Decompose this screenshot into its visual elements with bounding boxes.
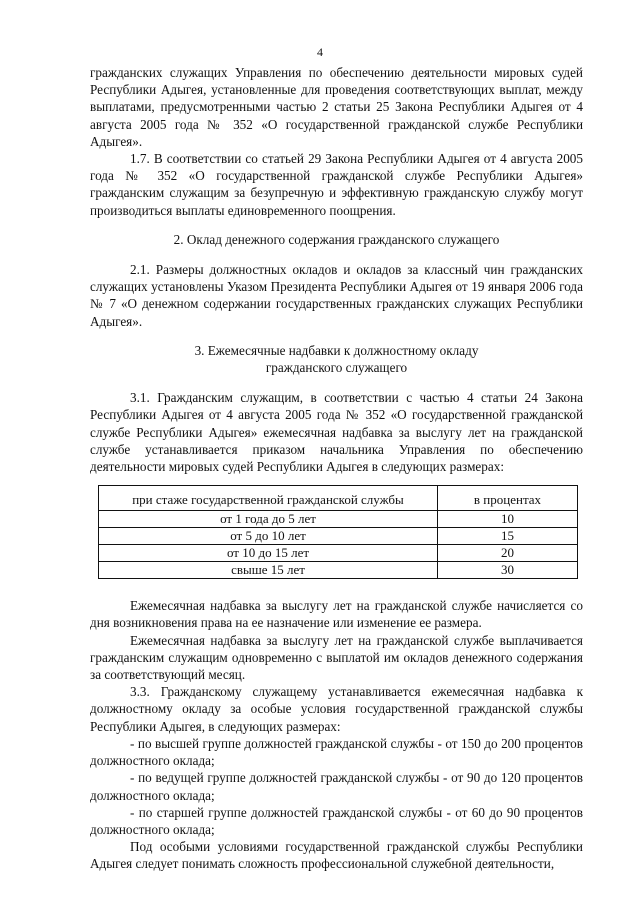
table-cell-percent: 20 [438,545,578,562]
table-cell-percent: 15 [438,528,578,545]
table-row [99,528,578,545]
table-cell-period: от 5 до 10 лет [99,528,438,545]
paragraph-1-7: 1.7. В соответствии со статьей 29 Закона Республики Адыгея от 4 августа 2005 года № 352 «О государственной гражданской службе Республики Адыгея» гражданским служащим за безупречную и эффективную гражданскую службу могут производиться выплаты единовременного поощрения. [90,151,583,218]
table-cell-percent: 30 [438,562,578,579]
table-cell-period: от 10 до 15 лет [99,545,438,562]
document-body [90,64,583,873]
paragraph-special-conditions: Под особыми условиями государственной гражданской службы Республики Адыгея следует понимать сложность профессиональной служебной деятельности, [90,839,583,872]
paragraph-3-1: 3.1. Гражданским служащим, в соответствии с частью 4 статьи 24 Закона Республики Адыгея от 4 августа 2005 года № 352 «О государственной гражданской службе Республики Адыгея» ежемесячная надбавка за выслугу лет на гражданской службе устанавливается приказом начальника Управления по обеспечению деятельности мировых судей Республики Адыгея в следующих размерах: [90,390,583,475]
table-header-percent: в процентах [438,486,578,511]
table-cell-period: свыше 15 лет [99,562,438,579]
section-3-heading-line2: гражданского служащего [265,360,408,376]
table-header-row [99,486,578,511]
table-cell-percent: 10 [438,511,578,528]
table-cell-period: от 1 года до 5 лет [99,511,438,528]
section-2-heading: 2. Оклад денежного содержания гражданского служащего [173,231,500,247]
paragraph-2-1: 2.1. Размеры должностных окладов и окладов за классный чин гражданских служащих установлены Указом Президента Республики Адыгея от 19 января 2006 года № 7 «О денежном содержании государственных гражданских служащих Республики Адыгея». [90,262,583,329]
section-3-heading [90,342,583,376]
page-number: 4 [317,45,323,59]
table-row [99,545,578,562]
paragraph-3-3: 3.3. Гражданскому служащему устанавливается ежемесячная надбавка к должностному окладу за особые условия государственной гражданской службы Республики Адыгея, в следующих размерах: [90,684,583,734]
paragraph-payment: Ежемесячная надбавка за выслугу лет на гражданской службе выплачивается гражданским служащим одновременно с выплатой им окладов денежного содержания за соответствующий месяц. [90,632,583,683]
paragraph-continued: гражданских служащих Управления по обеспечению деятельности мировых судей Республики Адыгея, установленные для проведения соответствующих выплат, между выплатами, предусмотренными частью 2 статьи 25 Закона Республики Адыгея от 4 августа 2005 года № 352 «О государственной гражданской службе Республики Адыгея». [90,65,583,149]
table-header-seniority: при стаже государственной гражданской службы [99,486,438,511]
table-row [99,511,578,528]
list-item: - по старшей группе должностей гражданской службы - от 60 до 90 процентов должностного оклада; [90,804,583,837]
list-item: - по высшей группе должностей гражданской службы - от 150 до 200 процентов должностного оклада; [90,735,583,769]
seniority-allowance-table [98,485,578,579]
list-item: - по ведущей группе должностей гражданской службы - от 90 до 120 процентов должностного оклада; [90,770,583,803]
section-3-heading-line1: 3. Ежемесячные надбавки к должностному окладу [194,342,479,358]
paragraph-accrual: Ежемесячная надбавка за выслугу лет на гражданской службе начисляется со дня возникновения права на ее назначение или изменение ее размера. [90,598,583,631]
table-row [99,562,578,579]
